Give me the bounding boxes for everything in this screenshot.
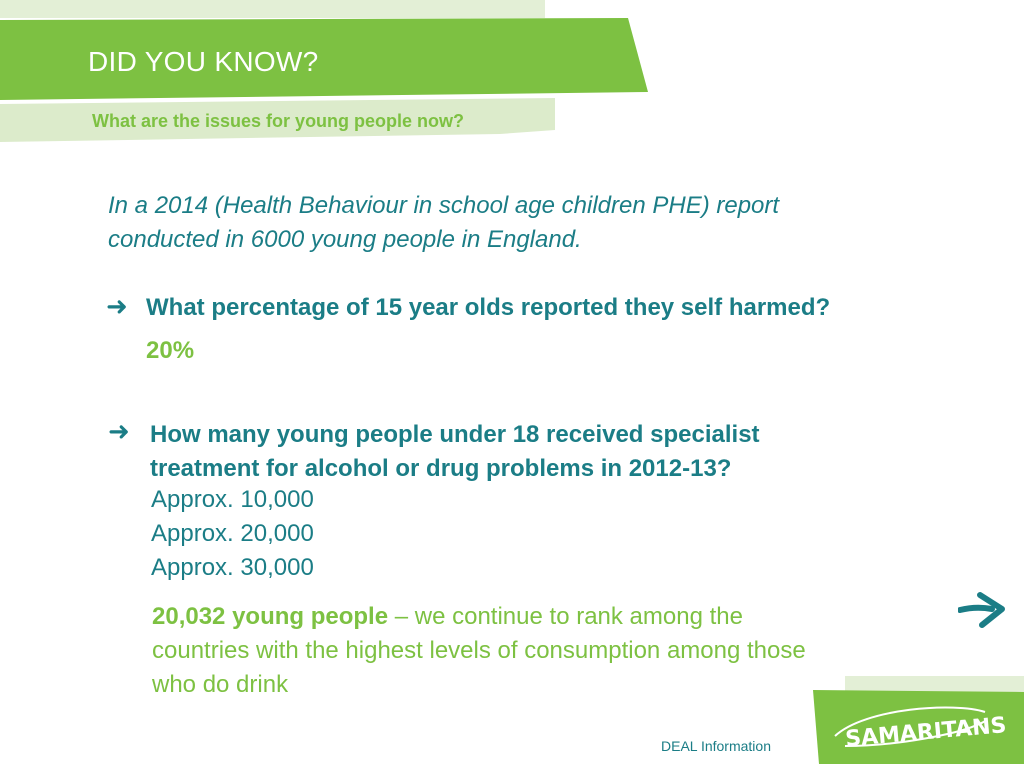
question-2: How many young people under 18 received specialist treatment for alcohol or drug problems in 2012-13?	[150, 421, 760, 482]
intro-text: In a 2014 (Health Behaviour in school age children PHE) report conducted in 6000 young people in England.	[108, 192, 780, 253]
answer-2-detail: we continue to rank among the countries with the highest levels of consumption among those who do drink	[152, 603, 806, 698]
svg-text:SAMARITANS: SAMARITANS	[844, 713, 1008, 753]
footer-label: DEAL Information	[661, 738, 771, 754]
option-2: Approx. 20,000	[151, 520, 314, 547]
page-title: DID YOU KNOW?	[88, 46, 319, 77]
next-slide-arrow-icon[interactable]	[958, 590, 1008, 630]
arrow-right-icon: ➜	[106, 291, 128, 321]
answer-2	[152, 600, 842, 702]
option-3: Approx. 30,000	[151, 554, 314, 581]
samaritans-logo	[805, 672, 1024, 768]
answer-1: 20%	[146, 337, 195, 364]
question-1: What percentage of 15 year olds reported they self harmed?	[146, 294, 831, 321]
page-subtitle: What are the issues for young people now?	[92, 111, 465, 131]
option-1: Approx. 10,000	[151, 486, 314, 513]
arrow-right-icon: ➜	[108, 416, 130, 446]
answer-2-highlight: 20,032 young people	[152, 603, 389, 630]
answer-2-dash: –	[388, 603, 415, 630]
